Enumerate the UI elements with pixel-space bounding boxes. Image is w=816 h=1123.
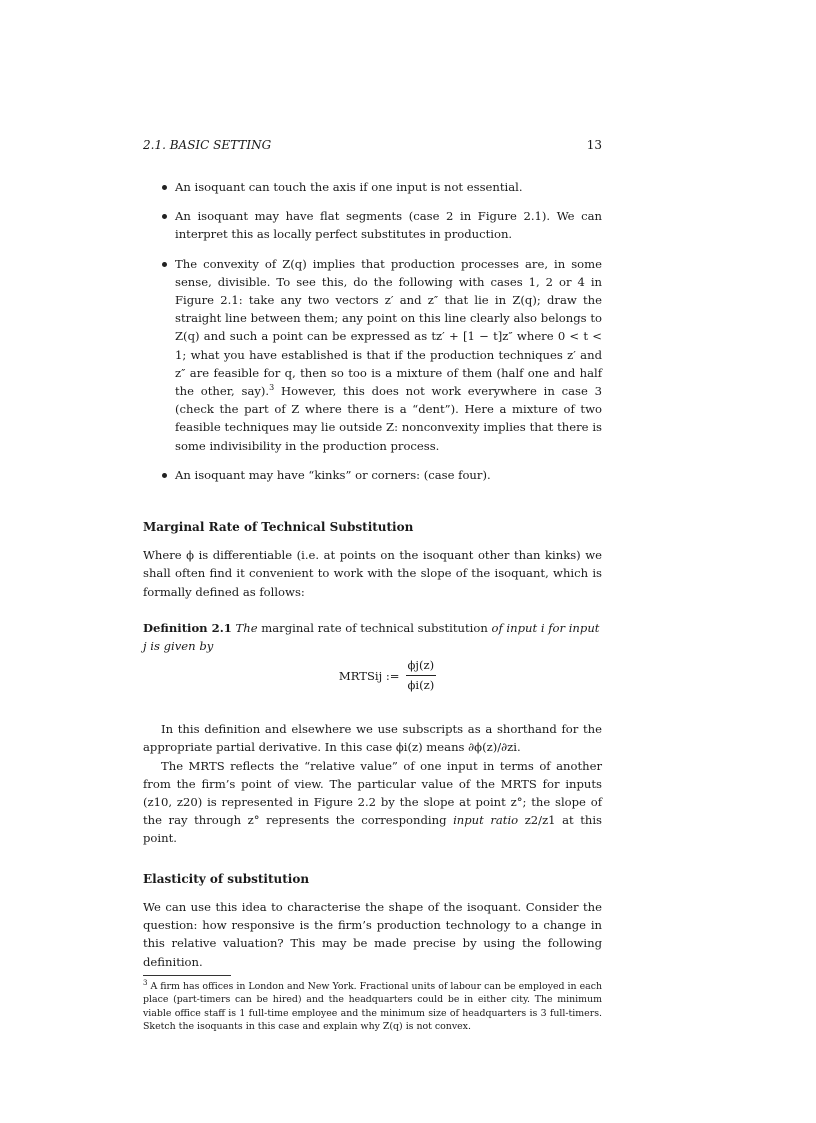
section-heading-elasticity: Elasticity of substitution [143, 871, 310, 886]
mrts-formula [143, 657, 602, 694]
paragraph-mrts [143, 757, 602, 848]
bullet-dot-icon [162, 262, 167, 267]
running-head [143, 138, 602, 154]
bullet-text: An isoquant may have flat segments (case 2 in Figure 2.1). We can interpret this as locally perfect substitutes in production. [175, 209, 602, 242]
footnote-number: 3 [143, 978, 148, 987]
mrts-intro: Where ϕ is differentiable (i.e. at points on the isoquant other than kinks) we shall often find it convenient to work with the slope of the isoquant, which is formally defined as follows: [143, 548, 602, 599]
formula-denominator: ϕi(z) [407, 678, 435, 693]
bullet-text-continued: However, this does not work everywhere in case 3 (check the part of Z where there is a “dent”). Here a mixture of two feasible techniques may lie outside Z: nonconvexity implies that there is some indivisibility in the production process. [175, 384, 602, 453]
formula-fraction [406, 657, 437, 694]
section-heading-mrts: Marginal Rate of Technical Substitution [143, 520, 414, 535]
paragraph-mrts-b: z2/z1 at this point. [143, 813, 603, 846]
input-ratio-term: input ratio [453, 813, 519, 828]
bullet-item [143, 178, 602, 196]
definition-label: Definition 2.1 [143, 620, 232, 635]
bullet-text: An isoquant may have “kinks” or corners: (case four). [175, 467, 491, 482]
footnote-divider [143, 975, 231, 976]
bullet-item [143, 207, 602, 243]
footnote-mark: 3 [269, 383, 275, 393]
bullet-text: The convexity of Z(q) implies that production processes are, in some sense, divisible. To see this, do the following with cases 1, 2 or 4 in Figure 2.1: take any two vectors z′ and z″ that lie in Z(q); draw the straight line between them; any point on this line clearly also belongs to Z(q) and such a point can be expressed as tz′ + [1 − t]z″ where 0 < t < 1; what you have established is that if the production techniques z′ and z″ are feasible for q, then so too is a mixture of them (half one and half the other, say). [175, 256, 602, 399]
section-title: 2.1. BASIC SETTING [143, 138, 272, 152]
elasticity-text: We can use this idea to characterise the shape of the isoquant. Consider the question: how responsive is the firm’s production technology to a change in this relative valuation? This may be made precise by using the following definition. [143, 899, 602, 969]
bullet-text: An isoquant can touch the axis if one input is not essential. [175, 180, 523, 194]
paragraph-subscripts: In this definition and elsewhere we use subscripts as a shorthand for the appropriate partial derivative. In this case ϕi(z) means ∂ϕ(z)/∂zi. [143, 722, 602, 755]
formula-lhs: MRTSij := [338, 668, 400, 683]
bullet-item [143, 255, 602, 455]
definition-term: marginal rate of technical substitution [261, 620, 488, 635]
bullet-item [143, 466, 602, 484]
definition-text-c: of input i for input j is given by [143, 620, 600, 654]
body-text [143, 178, 602, 1034]
paragraph-mrts-a: The MRTS reflects the “relative value” of one input in terms of another from the firm’s point of view. The particular value of the MRTS for inputs (z10, z20) is represented in Figure 2.2 by the slope at point z°; the slope of the ray through z° represents the corresponding [143, 758, 602, 828]
bullet-dot-icon [162, 185, 167, 190]
definition-2-1 [143, 619, 602, 655]
bullet-dot-icon [162, 214, 167, 219]
bullet-dot-icon [162, 473, 167, 478]
footnote-text: A firm has offices in London and New York. Fractional units of labour can be employed in each place (part-timers can be hired) and the headquarters could be in either city. The minimum viable office staff is 1 full-time employee and the minimum size of headquarters is 3 full-timers. Sketch the isoquants in this case and explain why Z(q) is not convex. [143, 980, 603, 1033]
formula-numerator: ϕj(z) [406, 657, 437, 676]
footnote [143, 980, 602, 1034]
definition-text-a: The [235, 620, 258, 635]
page-number: 13 [586, 138, 602, 152]
bullet-list [143, 178, 602, 484]
